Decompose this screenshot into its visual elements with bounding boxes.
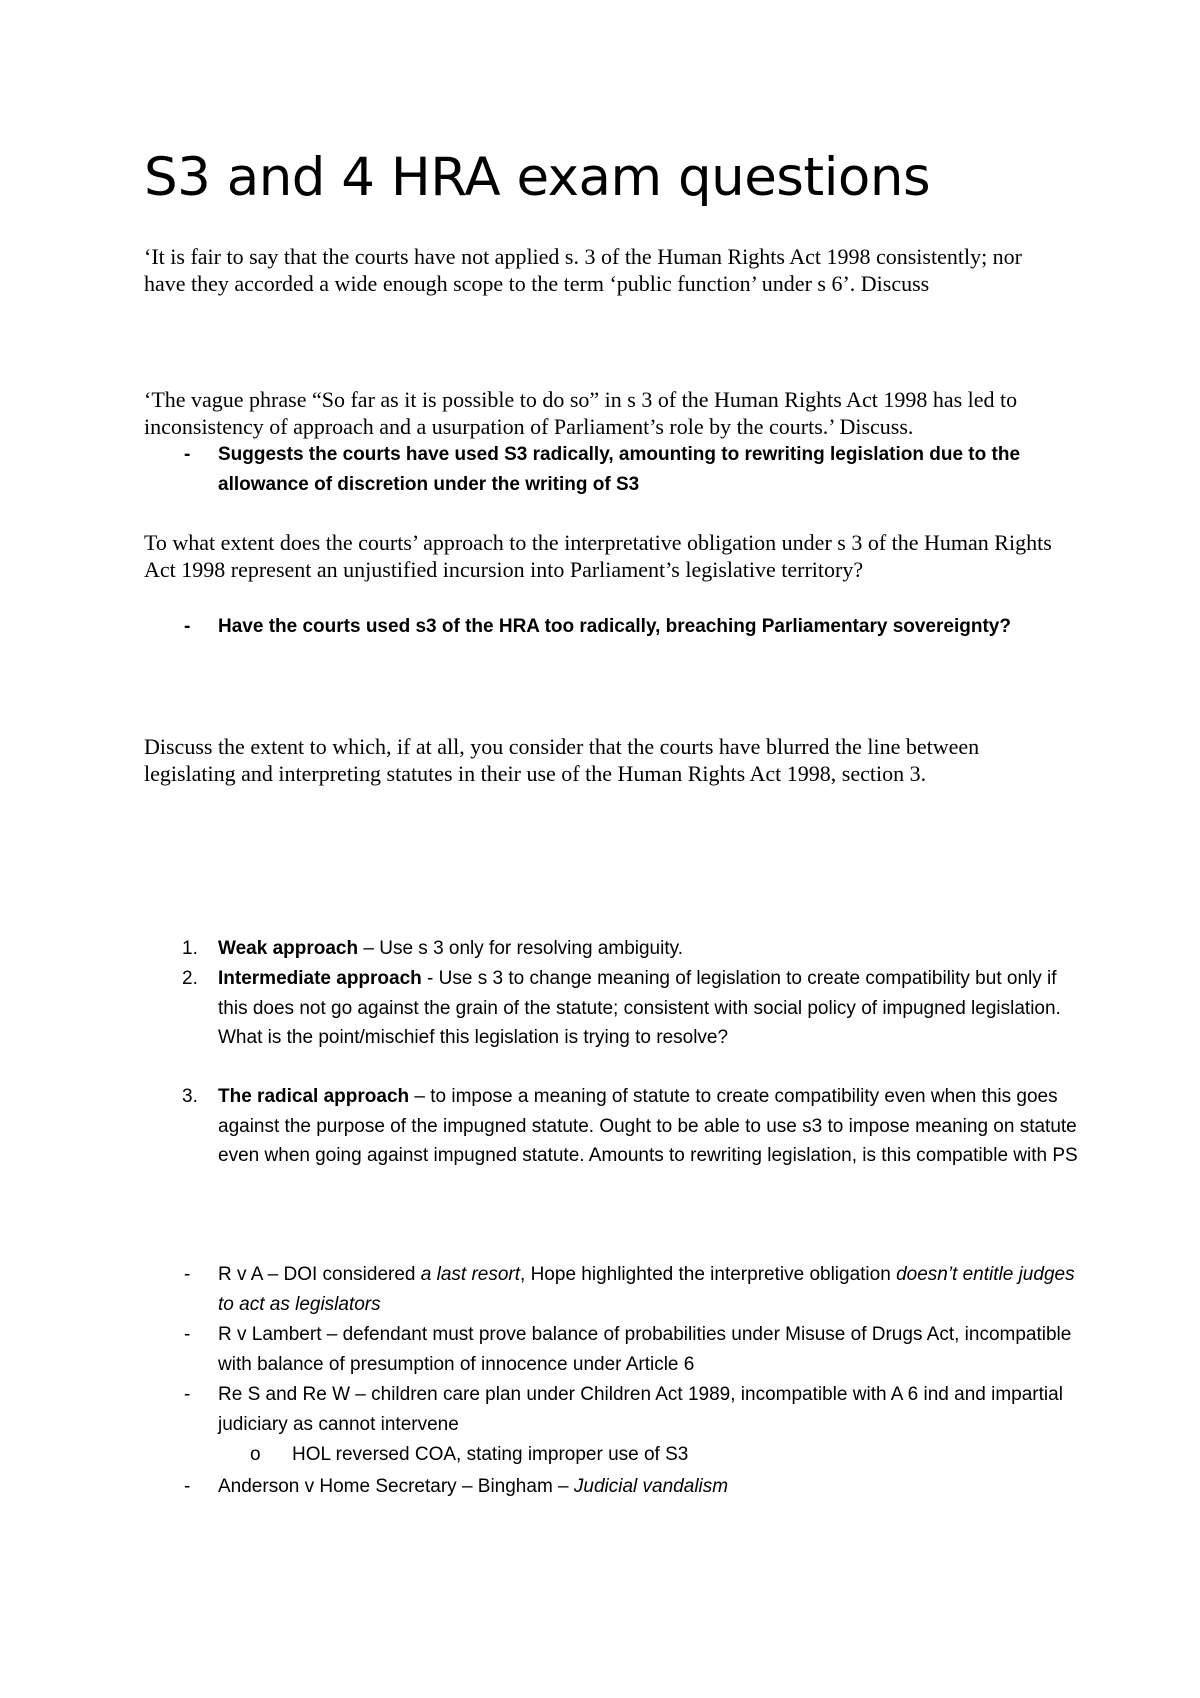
- approach-item-1: [144, 934, 1084, 964]
- page-title: S3 and 4 HRA exam questions: [144, 147, 931, 208]
- approach-name: Weak approach: [218, 938, 359, 959]
- bullet-dash: -: [184, 444, 191, 465]
- case-text: R v Lambert – defendant must prove balance of probabilities under Misuse of Drugs Act, incompatible with balance of presumption of innocence under Article 6: [218, 1324, 1072, 1375]
- question-2-note-text: Suggests the courts have used S3 radically, amounting to rewriting legislation due to the allowance of discretion under the writing of S3: [218, 444, 1021, 495]
- sub-bullet-marker: o: [250, 1444, 261, 1465]
- exam-question-2: ‘The vague phrase “So far as it is possible to do so” in s 3 of the Human Rights Act 1998 has led to inconsistency of approach and a usurpation of Parliament’s role by the courts.’ Discuss.: [144, 387, 1018, 439]
- list-number: 2.: [182, 968, 198, 989]
- case-italic-text: a last resort: [420, 1264, 521, 1285]
- case-italic-text: doesn’t entitle judges to act as legislators: [218, 1264, 1075, 1315]
- list-number: 1.: [182, 938, 198, 959]
- approach-text: – Use s 3 only for resolving ambiguity.: [358, 938, 683, 959]
- question-3-note: [144, 612, 1084, 642]
- case-text: R v A – DOI considered: [218, 1264, 421, 1285]
- case-sub-note: [144, 1440, 1084, 1470]
- case-text: Re S and Re W – children care plan under Children Act 1989, incompatible with A 6 ind and impartial judiciary as cannot intervene: [218, 1384, 1063, 1435]
- approach-name: The radical approach: [218, 1086, 410, 1107]
- list-number: 3.: [182, 1086, 198, 1107]
- question-3-note-text: Have the courts used s3 of the HRA too radically, breaching Parliamentary sovereignty?: [218, 616, 1011, 637]
- bullet-dash: -: [184, 1476, 191, 1497]
- approach-item-3: [144, 1082, 1084, 1171]
- case-note-r-v-a: [144, 1260, 1084, 1319]
- case-note-anderson: [144, 1472, 1084, 1502]
- bullet-dash: -: [184, 1264, 191, 1285]
- approach-item-2: [144, 964, 1084, 1053]
- bullet-dash: -: [184, 1324, 191, 1345]
- exam-question-1: ‘It is fair to say that the courts have not applied s. 3 of the Human Rights Act 1998 consistently; nor have they accorded a wide enough scope to the term ‘public function’ under s 6’. Discuss: [144, 244, 1023, 296]
- exam-question-3: To what extent does the courts’ approach to the interpretative obligation under s 3 of the Human Rights Act 1998 represent an unjustified incursion into Parliament’s legislative territory?: [144, 530, 1052, 582]
- case-note-r-v-lambert: [144, 1320, 1084, 1379]
- case-italic-text: Judicial vandalism: [573, 1476, 729, 1497]
- question-2-note: [144, 440, 1084, 499]
- approach-text: – to impose a meaning of statute to create compatibility even when this goes against the purpose of the impugned statute. Ought to be able to use s3 to impose meaning on statute even when going against impugned statute. Amounts to rewriting legislation, is this compatible with PS: [218, 1086, 1078, 1166]
- case-text: , Hope highlighted the interpretive obligation: [520, 1264, 897, 1285]
- approach-text: - Use s 3 to change meaning of legislation to create compatibility but only if this does not go against the grain of the statute; consistent with social policy of impugned legislation. What is the point/mischief this legislation is trying to resolve?: [218, 968, 1061, 1048]
- bullet-dash: -: [184, 616, 191, 637]
- bullet-dash: -: [184, 1384, 191, 1405]
- approach-name: Intermediate approach: [218, 968, 422, 989]
- case-text: HOL reversed COA, stating improper use of S3: [292, 1444, 689, 1465]
- case-note-re-s-re-w: [144, 1380, 1084, 1439]
- exam-question-4: Discuss the extent to which, if at all, you consider that the courts have blurred the line between legislating and interpreting statutes in their use of the Human Rights Act 1998, section 3.: [144, 734, 980, 786]
- case-text: Anderson v Home Secretary – Bingham –: [218, 1476, 574, 1497]
